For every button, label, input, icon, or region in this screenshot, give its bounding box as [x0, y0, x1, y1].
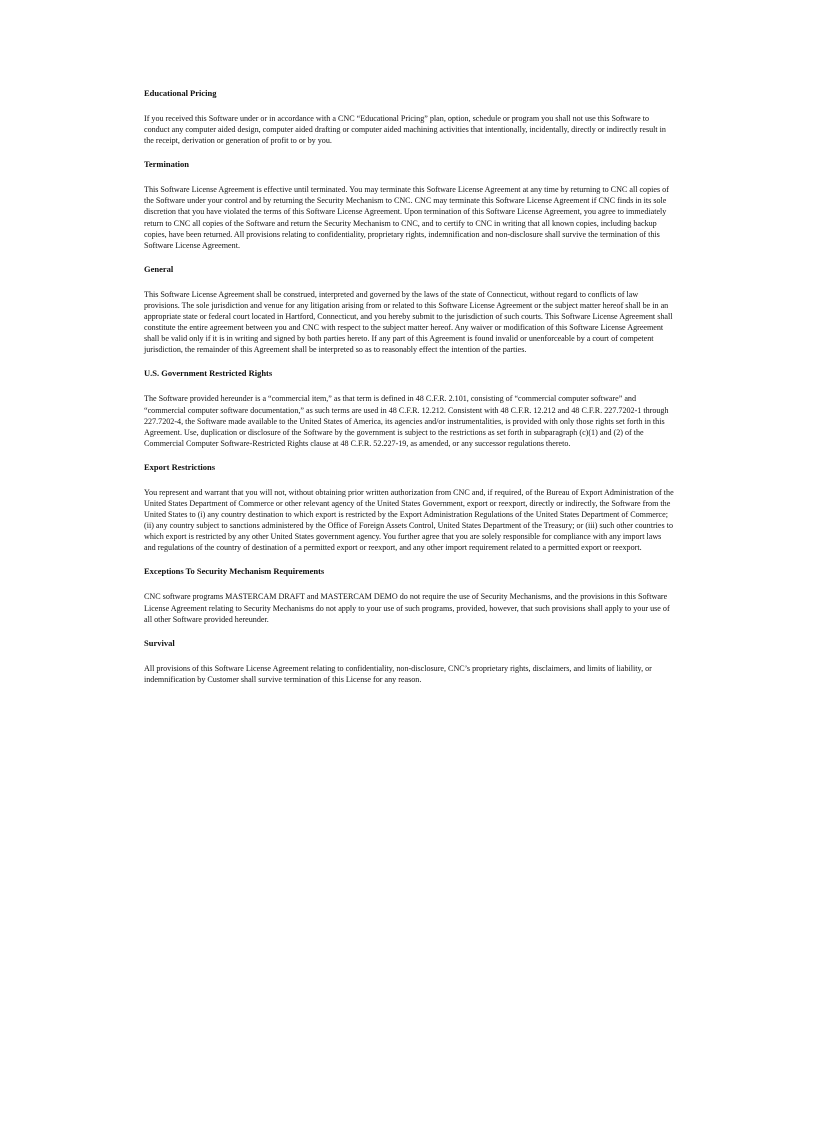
section-heading: General	[144, 263, 174, 274]
section-heading: Educational Pricing	[144, 88, 217, 98]
section-general	[144, 264, 674, 356]
section-heading: Exceptions To Security Mechanism Requirements	[144, 566, 325, 577]
section-heading: U.S. Government Restricted Rights	[144, 368, 273, 379]
section-body: This Software License Agreement shall be construed, interpreted and governed by the laws of the state of Connecticut, without regard to conflicts of law provisions. The sole jurisdiction and venue for any litigation arising from or related to this Software License Agreement or the subject matter hereof shall be in an appropriate state or federal court located in Hartford, Connecticut, and you hereby submit to the jurisdiction of such courts. This Software License Agreement shall constitute the entire agreement between you and CNC with respect to the subject matter hereof. Any waiver or modification of this Software License Agreement shall be valid only if it is in writing and signed by both parties hereto. If any part of this Agreement is found invalid or unenforceable by a court of competent jurisdiction, the remainder of this Agreement shall be interpreted so as to reasonably effect the intention of the parties.	[144, 289, 673, 355]
section-export-restrictions	[144, 462, 674, 554]
section-heading: Survival	[144, 637, 175, 648]
license-document	[144, 88, 674, 698]
section-survival	[144, 638, 674, 685]
section-body: The Software provided hereunder is a “commercial item,” as that term is defined in 48 C.F.R. 2.101, consisting of “commercial computer software” and “commercial computer software documentation,” as such terms are used in 48 C.F.R. 12.212. Consistent with 48 C.F.R. 12.212 and 48 C.F.R. 227.7202-1 through 227.7202-4, the Software made available to the United States of America, its agencies and/or instrumentalities, is provided with only those rights set forth in this Agreement. Use, duplication or disclosure of the Software by the government is subject to the restrictions as set forth in subparagraph (c)(1) and (2) of the Commercial Computer Software-Restricted Rights clause at 48 C.F.R. 52.227-19, as amended, or any successor regulations thereto.	[144, 394, 669, 448]
section-body: If you received this Software under or in accordance with a CNC “Educational Pricing” plan, option, schedule or program you shall not use this Software to conduct any computer aided design, computer aided drafting or computer aided machining activities that intentionally, incidentally, directly or indirectly result in the receipt, derivation or generation of profit to or by you.	[144, 114, 666, 146]
section-heading: Termination	[144, 159, 190, 170]
section-heading: Export Restrictions	[144, 461, 216, 472]
section-security-exceptions	[144, 566, 674, 624]
section-body: All provisions of this Software License Agreement relating to confidentiality, non-disclosure, CNC’s proprietary rights, disclaimers, and limits of liability, or indemnification by Customer shall survive termination of this License for any reason.	[144, 663, 652, 684]
section-termination	[144, 159, 674, 251]
section-body: This Software License Agreement is effective until terminated. You may terminate this Software License Agreement at any time by returning to CNC all copies of the Software under your control and by returning the Security Mechanism to CNC. CNC may terminate this Software License Agreement if CNC finds in its sole discretion that you have violated the terms of this Software License Agreement. Upon termination of this Software License Agreement, you agree to immediately return to CNC all copies of the Software and return the Security Mechanism to CNC, and to certify to CNC in writing that all known copies, including backup copies, have been returned. All provisions relating to confidentiality, proprietary rights, indemnification and non-disclosure shall survive the termination of this Software License Agreement.	[144, 185, 669, 250]
section-educational-pricing	[144, 88, 674, 146]
section-body: CNC software programs MASTERCAM DRAFT and MASTERCAM DEMO do not require the use of Security Mechanisms, and the provisions in this Software License Agreement relating to Security Mechanisms do not apply to your use of such programs, provided, however, that such provisions shall apply to your use of all other Software provided hereunder.	[144, 592, 670, 624]
section-government-rights	[144, 368, 674, 448]
section-body: You represent and warrant that you will not, without obtaining prior written authorization from CNC and, if required, of the Bureau of Export Administration of the United States Department of Commerce or other relevant agency of the United States Government, export or reexport, directly or indirectly, the Software from the United States to (i) any country destination to which export is restricted by the Export Administration Regulations of the United States Department of Commerce; (ii) any country subject to sanctions administered by the Office of Foreign Assets Control, United States Department of the Treasury; or (iii) such other countries to which export is restricted by any other United States government agency. You further agree that you are solely responsible for compliance with any import laws and regulations of the country of destination of a permitted export or reexport, and any other import requirement related to a permitted export or reexport.	[144, 487, 674, 553]
